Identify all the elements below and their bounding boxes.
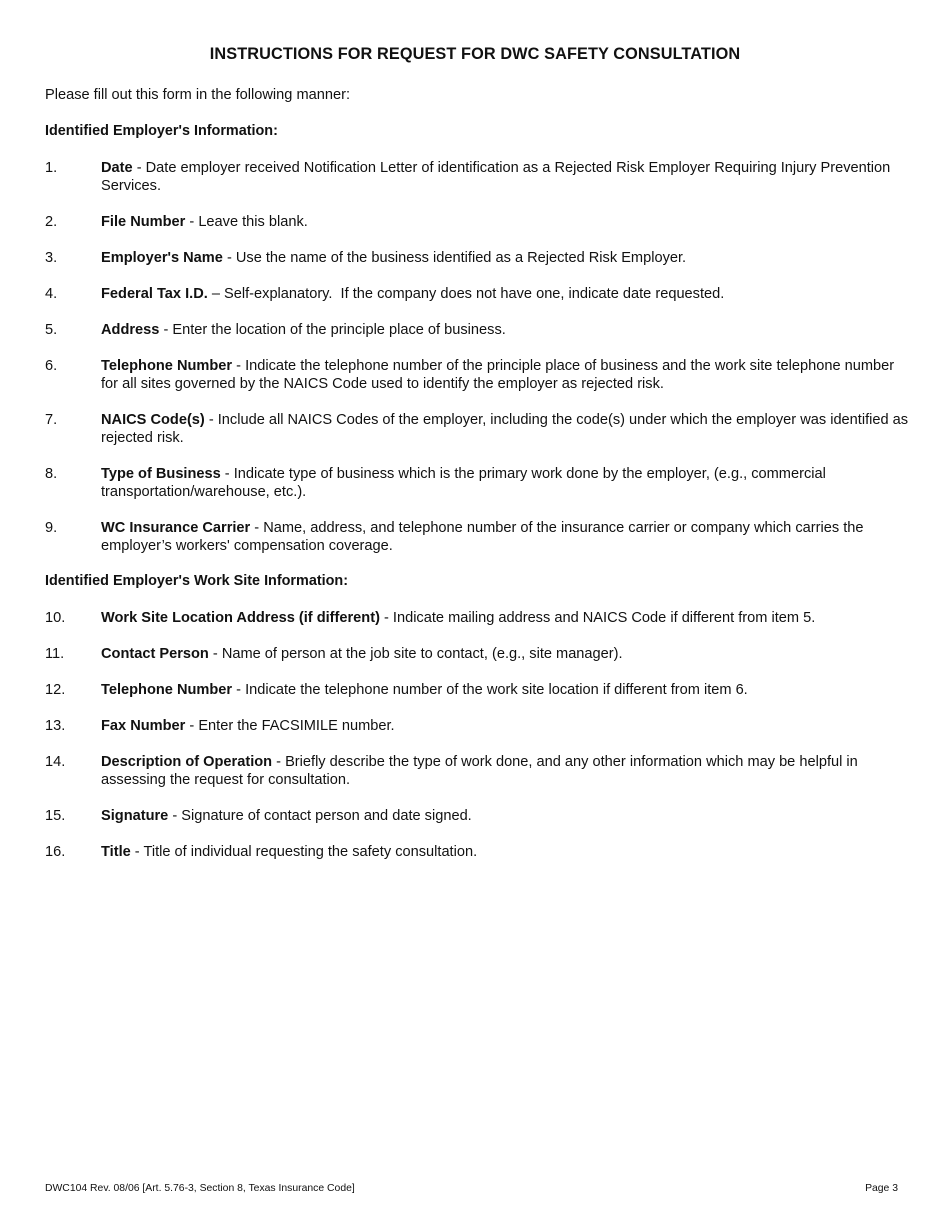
item-text: - Indicate the telephone number of the principle place of business and the work site telephone number for all sites governed by the NAICS Code used to identify the employer as rejected risk. xyxy=(101,358,895,392)
item-number: 5. xyxy=(45,322,58,338)
instruction-item xyxy=(45,411,915,447)
footer-form-id: DWC104 Rev. 08/06 [Art. 5.76-3, Section 8, Texas Insurance Code] xyxy=(45,1183,355,1194)
item-label: Fax Number xyxy=(101,718,186,734)
item-label: Description of Operation xyxy=(101,754,273,770)
item-text: - Leave this blank. xyxy=(185,214,308,230)
instruction-item xyxy=(45,681,915,699)
item-number: 12. xyxy=(45,682,66,698)
item-text: - Indicate the telephone number of the work site location if different from item 6. xyxy=(232,682,748,698)
instruction-item xyxy=(45,357,915,393)
item-label: Address xyxy=(101,322,160,338)
item-label: Telephone Number xyxy=(101,358,233,374)
item-number: 14. xyxy=(45,754,66,770)
item-text: - Name of person at the job site to contact, (e.g., site manager). xyxy=(208,646,623,662)
item-label: File Number xyxy=(101,214,186,230)
item-label: Signature xyxy=(101,808,169,824)
item-text: - Indicate mailing address and NAICS Code if different from item 5. xyxy=(379,610,816,626)
item-label: Federal Tax I.D. xyxy=(101,286,208,302)
item-label: NAICS Code(s) xyxy=(101,412,205,428)
intro-text: Please fill out this form in the following manner: xyxy=(45,87,350,103)
item-text: - Indicate type of business which is the primary work done by the employer, (e.g., commercial transportation/warehouse, etc.). xyxy=(101,466,826,500)
item-text: - Include all NAICS Codes of the employer, including the code(s) under which the employer was identified as rejected risk. xyxy=(101,412,909,446)
section-heading-employer-info: Identified Employer's Information: xyxy=(45,123,278,139)
item-text: - Enter the location of the principle place of business. xyxy=(159,322,506,338)
item-number: 2. xyxy=(45,214,58,230)
item-number: 16. xyxy=(45,844,66,860)
instruction-item xyxy=(45,213,915,231)
item-number: 3. xyxy=(45,250,58,266)
item-label: Work Site Location Address (if different) xyxy=(101,610,380,626)
item-number: 1. xyxy=(45,160,58,176)
item-number: 13. xyxy=(45,718,66,734)
item-text: - Name, address, and telephone number of the insurance carrier or company which carries the employer’s workers' compensation coverage. xyxy=(101,520,864,554)
item-number: 8. xyxy=(45,466,58,482)
instruction-item xyxy=(45,519,915,555)
item-label: Telephone Number xyxy=(101,682,233,698)
item-text: – Self-explanatory. If the company does not have one, indicate date requested. xyxy=(207,286,725,302)
item-number: 10. xyxy=(45,610,66,626)
page-title: INSTRUCTIONS FOR REQUEST FOR DWC SAFETY CONSULTATION xyxy=(209,45,741,63)
item-label: Type of Business xyxy=(101,466,221,482)
item-number: 9. xyxy=(45,520,58,536)
item-number: 7. xyxy=(45,412,58,428)
item-text: - Enter the FACSIMILE number. xyxy=(185,718,395,734)
section-heading-work-site-info: Identified Employer's Work Site Information: xyxy=(45,573,348,589)
item-label: Date xyxy=(101,160,133,176)
item-text: - Date employer received Notification Letter of identification as a Rejected Risk Employer Requiring Injury Prevention Services. xyxy=(101,160,891,194)
instruction-item xyxy=(45,159,915,195)
item-label: Contact Person xyxy=(101,646,209,662)
item-number: 6. xyxy=(45,358,58,374)
instruction-item xyxy=(45,753,915,789)
item-number: 11. xyxy=(45,646,65,662)
instruction-item xyxy=(45,645,915,663)
instruction-item xyxy=(45,285,915,303)
item-number: 15. xyxy=(45,808,66,824)
instruction-item xyxy=(45,843,915,861)
item-number: 4. xyxy=(45,286,58,302)
instruction-item xyxy=(45,807,915,825)
item-label: Employer's Name xyxy=(101,250,223,266)
instruction-item xyxy=(45,717,915,735)
item-label: Title xyxy=(101,844,131,860)
instruction-item xyxy=(45,249,915,267)
footer-page-number: Page 3 xyxy=(865,1183,898,1194)
item-label: WC Insurance Carrier xyxy=(101,520,251,536)
item-text: - Signature of contact person and date signed. xyxy=(168,808,472,824)
item-text: - Briefly describe the type of work done, and any other information which may be helpful in assessing the request for consultation. xyxy=(101,754,858,788)
item-text: - Title of individual requesting the safety consultation. xyxy=(130,844,478,860)
instruction-item xyxy=(45,465,915,501)
instruction-item xyxy=(45,609,915,627)
item-text: - Use the name of the business identified as a Rejected Risk Employer. xyxy=(222,250,687,266)
instruction-item xyxy=(45,321,915,339)
